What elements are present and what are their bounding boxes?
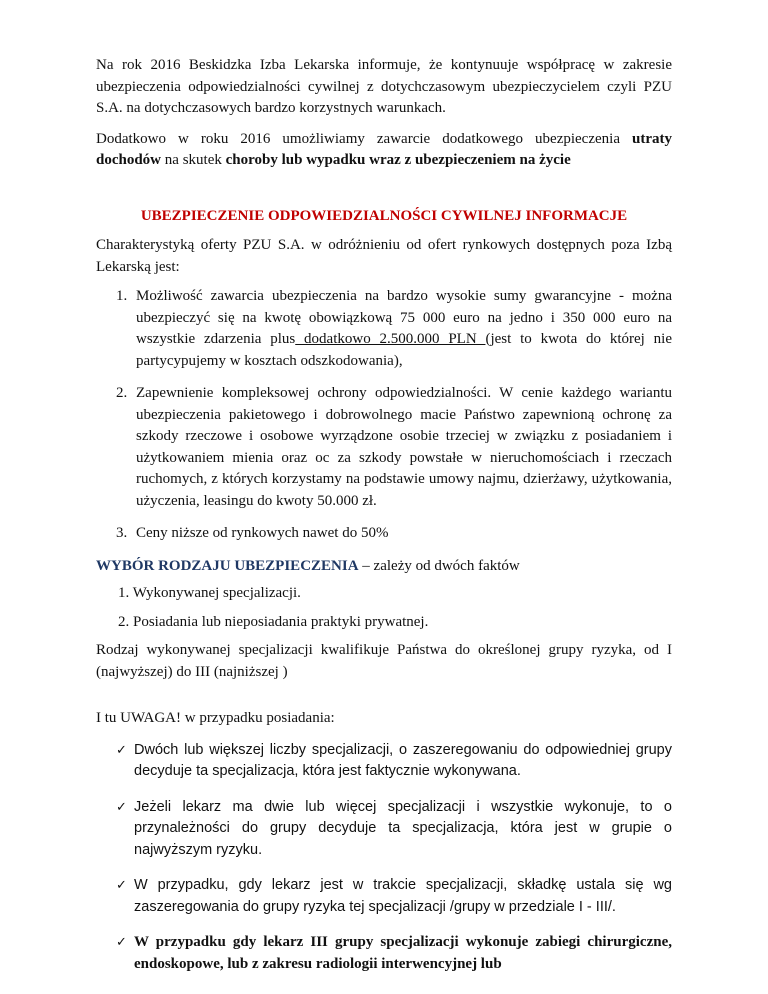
warning-text: I tu UWAGA! w przypadku posiadania: bbox=[96, 710, 335, 726]
list-number: 2. bbox=[116, 385, 128, 401]
criteria-list bbox=[96, 583, 672, 633]
list-item bbox=[116, 523, 672, 545]
text-fragment: na skutek bbox=[161, 152, 226, 168]
underlined-amount: dodatkowo 2.500.000 PLN bbox=[295, 331, 486, 347]
checkmark-icon: ✓ bbox=[116, 742, 127, 758]
text-fragment: Dodatkowo w roku 2016 umożliwiamy zawarcie dodatkowego ubezpieczenia bbox=[96, 130, 632, 147]
additional-insurance-paragraph bbox=[96, 129, 672, 172]
checklist bbox=[96, 740, 672, 976]
feature-list bbox=[96, 286, 672, 545]
checklist-item bbox=[116, 797, 672, 862]
bold-fragment: utraty dochodów bbox=[96, 130, 672, 168]
text-fragment: Zapewnienie kompleksowej ochrony odpowiedzialności. W cenie każdego wariantu ubezpieczenia pakietowego i dobrowolnego macie Państwo zapewnioną ochronę za szkody rzeczowe i osobowe wyrządzone osobie trzeciej w związku z posiadaniem i użytkowaniem mienia oraz oc za szkody powstałe w nieruchomościach i rzeczach ruchomych, z których korzystamy na podstawie umowy najmu, dzierżawy, użytkowania, użyczenia, leasingu do kwoty 50.000 zł. bbox=[136, 385, 672, 509]
choice-heading bbox=[96, 556, 672, 578]
checkmark-icon: ✓ bbox=[116, 878, 127, 893]
section-heading-oc: UBEZPIECZENIE ODPOWIEDZIALNOŚCI CYWILNEJ INFORMACJE bbox=[140, 207, 628, 224]
list-item: 1. Wykonywanej specjalizacji. bbox=[118, 585, 301, 601]
checklist-item bbox=[116, 740, 672, 783]
list-item bbox=[116, 383, 672, 512]
bold-fragment: choroby lub wypadku wraz z ubezpieczeniem na życie bbox=[225, 152, 571, 168]
text-fragment: Jeżeli lekarz ma dwie lub więcej specjalizacji i wszystkie wykonuje, to o przynależności do grupy decyduje ta specjalizacja, która jest w grupie o najwyższym ryzyku. bbox=[134, 798, 672, 858]
list-number: 3. bbox=[116, 525, 128, 541]
list-item bbox=[116, 286, 672, 372]
checkmark-icon: ✓ bbox=[116, 799, 127, 815]
text-fragment: W przypadku, gdy lekarz jest w trakcie specjalizacji, składkę ustala się wg zaszeregowania do grupy ryzyka tej specjalizacji /grupy w przedziale I - III/. bbox=[134, 877, 672, 915]
risk-groups-paragraph: Rodzaj wykonywanej specjalizacji kwalifikuje Państwa do określonej grupy ryzyka, od I (najwyższej) do III (najniższej ) bbox=[96, 642, 672, 680]
text-fragment: W przypadku gdy lekarz III grupy specjalizacji wykonuje zabiegi chirurgiczne, endoskopowe, lub z zakresu radiologii interwencyjnej lub bbox=[134, 934, 672, 972]
list-number: 1. bbox=[116, 288, 128, 304]
choice-title: WYBÓR RODZAJU UBEZPIECZENIA bbox=[96, 557, 359, 574]
offer-intro: Charakterystyką oferty PZU S.A. w odróżnieniu od ofert rynkowych dostępnych poza Izbą Lekarską jest: bbox=[96, 237, 672, 275]
list-item: 2. Posiadania lub nieposiadania praktyki prywatnej. bbox=[118, 613, 429, 630]
text-fragment: Możliwość zawarcia ubezpieczenia na bardzo wysokie sumy gwarancyjne - można ubezpieczyć się na kwotę obowiązkową 75 000 euro na jedno i 350 000 euro na wszystkie zdarzenia plus bbox=[136, 288, 672, 347]
text-fragment: (jest to kwota do której nie partycypujemy w kosztach odszkodowania), bbox=[136, 331, 672, 369]
checklist-item bbox=[116, 875, 672, 918]
intro-paragraph: Na rok 2016 Beskidzka Izba Lekarska informuje, że kontynuuje współpracę w zakresie ubezpieczenia odpowiedzialności cywilnej z dotychczasowym ubezpieczycielem czyli PZU S.A. na dotychczasowych bardzo korzystnych warunkach. bbox=[96, 57, 672, 116]
checklist-item bbox=[116, 932, 672, 975]
choice-subtitle: – zależy od dwóch faktów bbox=[358, 557, 520, 574]
text-fragment: Ceny niższe od rynkowych nawet do 50% bbox=[136, 525, 389, 541]
text-fragment: Dwóch lub większej liczby specjalizacji, o zaszeregowaniu do odpowiedniej grupy decyduje ta specjalizacja, która jest faktycznie wykonywana. bbox=[134, 741, 672, 779]
checkmark-icon: ✓ bbox=[116, 935, 127, 950]
